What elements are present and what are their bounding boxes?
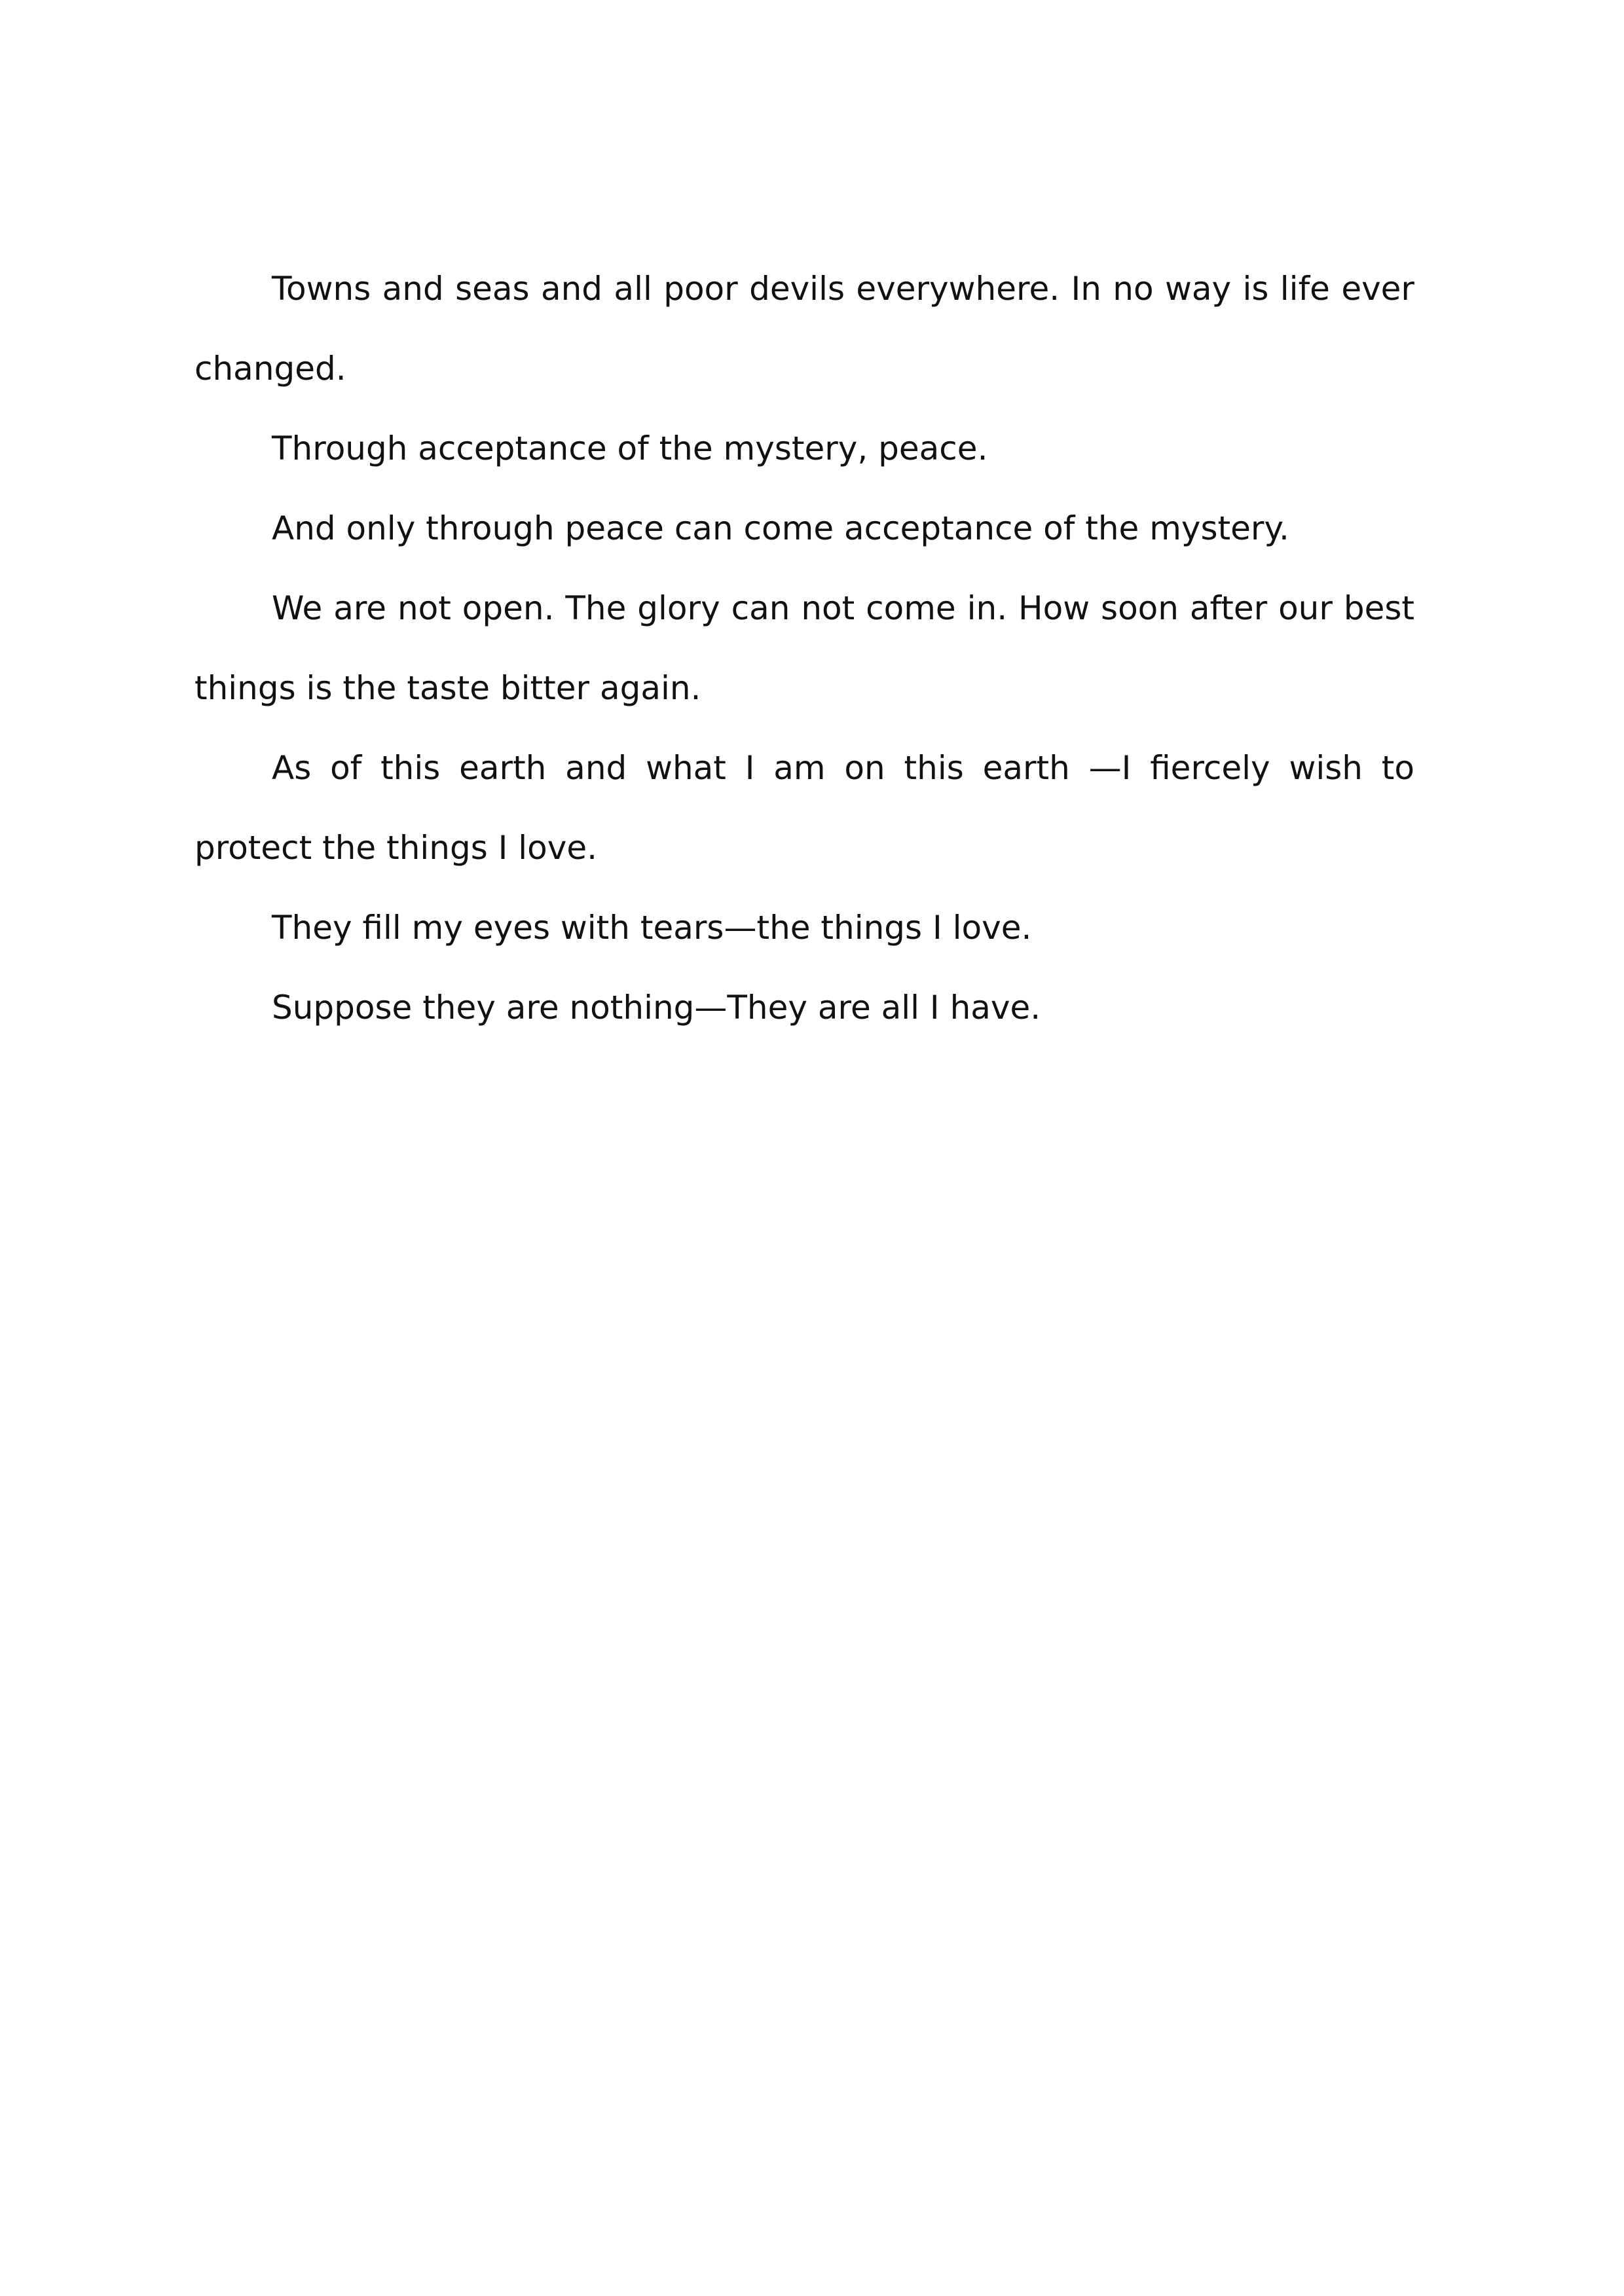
paragraph-6: They fill my eyes with tears—the things I love. [272,909,1032,947]
paragraph-7: Suppose they are nothing—They are all I have. [272,989,1041,1027]
paragraph-3: And only through peace can come acceptance of the mystery. [272,509,1289,547]
paragraph-2: Through acceptance of the mystery, peace. [272,429,988,467]
body-text [194,249,1414,1048]
paragraph-5: As of this earth and what I am on this earth —I fiercely wish to protect the things I love. [194,749,1414,867]
paragraph-1: Towns and seas and all poor devils everywhere. In no way is life ever changed. [194,270,1414,388]
paragraph-4: We are not open. The glory can not come in. How soon after our best things is the taste bitter again. [194,589,1414,707]
